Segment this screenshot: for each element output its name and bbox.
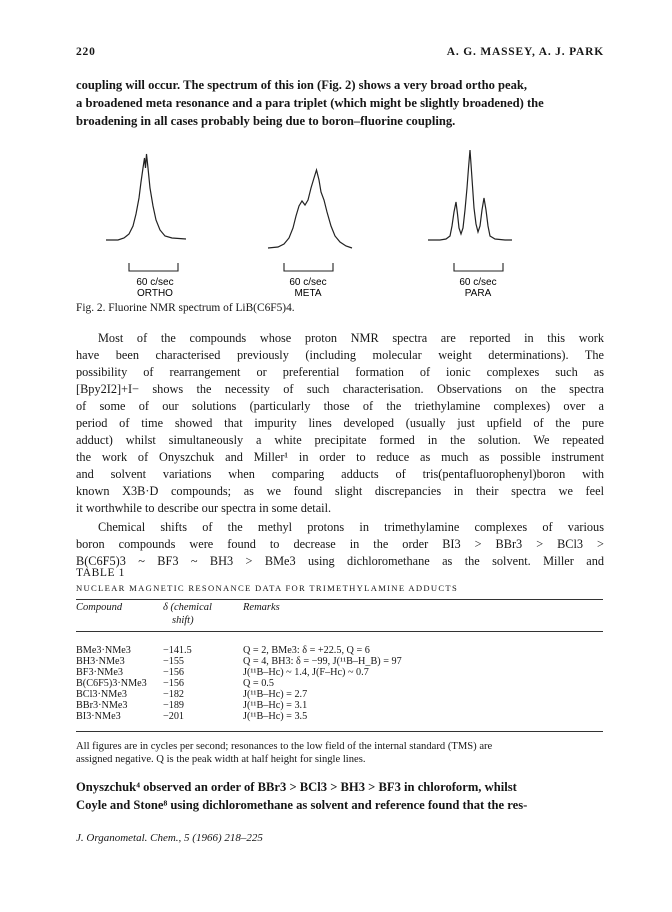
ortho-scale-label: 60 c/sec — [136, 277, 174, 288]
ortho-spectrum-trace — [106, 154, 186, 240]
paragraph2-line-2: boron compounds were found to decrease in the order BI3 > BBr3 > BCl3 > — [76, 537, 604, 551]
para-scale-label: 60 c/sec — [459, 277, 497, 288]
nmr-spectrum-figure — [0, 130, 672, 300]
table-row-4-shift: −156 — [163, 678, 185, 689]
table-row-2-compound: BH3·NMe3 — [76, 656, 125, 667]
table-row-1-compound: BMe3·NMe3 — [76, 645, 131, 656]
paragraph1-line-8: the work of Onyszchuk and Miller¹ in order to reduce as much as possible instrument — [76, 450, 604, 464]
figure-caption: Fig. 2. Fluorine NMR spectrum of LiB(C6F5)4. — [76, 302, 295, 314]
table-row-3-remarks: J(¹¹B–Hc) ~ 1.4, J(F–Hc) ~ 0.7 — [243, 667, 369, 678]
paragraph1-line-2: have been characterised previously (including molecular weight determinations). The — [76, 348, 604, 362]
column-header-shift-line-1: δ (chemical — [163, 602, 212, 613]
intro-line-3: broadening in all cases probably being due to boron–fluorine coupling. — [76, 114, 456, 128]
table-row-6-compound: BBr3·NMe3 — [76, 700, 128, 711]
table-row-7-shift: −201 — [163, 711, 185, 722]
para-panel-label: PARA — [464, 288, 492, 299]
intro-line-1: coupling will occur. The spectrum of this ion (Fig. 2) shows a very broad ortho peak, — [76, 78, 528, 92]
column-header-compound: Compound — [76, 602, 123, 613]
table-title: TABLE 1 — [76, 567, 125, 579]
paragraph1-line-1: Most of the compounds whose proton NMR spectra are reported in this work — [98, 331, 604, 345]
paragraph1-line-10: known X3B·D compounds; as we found slight discrepancies in their spectra we feel — [76, 484, 604, 498]
meta-panel-label: META — [294, 288, 322, 299]
paragraph1-line-6: period of time showed that impurity lines developed (usually just upfield of the pure — [76, 416, 604, 430]
table-header-rule — [76, 631, 603, 632]
column-header-remarks: Remarks — [243, 602, 280, 613]
table-row-5-remarks: J(¹¹B–Hc) = 2.7 — [243, 689, 308, 700]
paragraph1-line-5: of some of our solutions (particularly those of the triethylamine complexes) over a — [76, 399, 604, 413]
table-row-4-compound: B(C6F5)3·NMe3 — [76, 678, 147, 689]
table-row-2-remarks: Q = 4, BH3: δ = −99, J(¹¹B–H_B) = 97 — [243, 656, 402, 667]
intro-line-2: a broadened meta resonance and a para triplet (which might be slightly broadened) the — [76, 96, 544, 110]
ortho-scale-bar — [129, 263, 178, 271]
paragraph2-line-3: B(C6F5)3 ~ BF3 ~ BH3 > BMe3 using dichloromethane as the solvent. Miller and — [76, 554, 604, 568]
table-row-1-remarks: Q = 2, BMe3: δ = +22.5, Q = 6 — [243, 645, 370, 656]
para-scale-bar — [454, 263, 503, 271]
paragraph2-line-1: Chemical shifts of the methyl protons in trimethylamine complexes of various — [98, 520, 604, 534]
closing-line-2: Coyle and Stone⁸ using dichloromethane as solvent and reference found that the res- — [76, 798, 528, 812]
table-top-rule — [76, 599, 603, 600]
table-row-6-remarks: J(¹¹B–Hc) = 3.1 — [243, 700, 308, 711]
table-row-7-compound: BI3·NMe3 — [76, 711, 121, 722]
table-footnote-line-1: All figures are in cycles per second; resonances to the low field of the internal standard (TMS) are — [76, 741, 493, 752]
paragraph1-line-3: possibility of rearrangement or preferential formation of ionic complexes such as — [76, 365, 604, 379]
table-footnote-line-2: assigned negative. Q is the peak width at half height for single lines. — [76, 754, 366, 765]
paragraph1-line-11: it worthwhile to describe our spectra in some detail. — [76, 501, 332, 515]
table-subtitle: NUCLEAR MAGNETIC RESONANCE DATA FOR TRIMETHYLAMINE ADDUCTS — [76, 583, 459, 593]
table-row-7-remarks: J(¹¹B–Hc) = 3.5 — [243, 711, 308, 722]
journal-reference: J. Organometal. Chem., 5 (1966) 218–225 — [76, 832, 263, 844]
table-row-2-shift: −155 — [163, 656, 185, 667]
table-row-3-compound: BF3·NMe3 — [76, 667, 123, 678]
table-row-1-shift: −141.5 — [163, 645, 192, 656]
closing-line-1: Onyszchuk⁴ observed an order of BBr3 > BCl3 > BH3 > BF3 in chloroform, whilst — [76, 780, 517, 794]
column-header-shift-line-2: shift) — [172, 615, 194, 626]
meta-scale-bar — [284, 263, 333, 271]
paragraph1-line-4: [Bpy2I2]+I− shows the necessity of such characterisation. Observations on the spectra — [76, 382, 604, 396]
page-number: 220 — [76, 46, 96, 58]
paragraph1-line-7: adduct) whilst simultaneously a white precipitate formed in the solution. We repeated — [76, 433, 604, 447]
table-row-4-remarks: Q = 0.5 — [243, 678, 274, 689]
meta-scale-label: 60 c/sec — [289, 277, 327, 288]
meta-spectrum-trace — [268, 170, 352, 248]
running-head-authors: A. G. MASSEY, A. J. PARK — [446, 46, 604, 58]
table-row-5-compound: BCl3·NMe3 — [76, 689, 127, 700]
para-spectrum-trace — [428, 150, 512, 240]
table-row-3-shift: −156 — [163, 667, 185, 678]
paragraph1-line-9: and solvent variations when comparing adducts of tris(pentafluorophenyl)boron with — [76, 467, 604, 481]
ortho-panel-label: ORTHO — [137, 288, 173, 299]
table-row-6-shift: −189 — [163, 700, 185, 711]
table-row-5-shift: −182 — [163, 689, 185, 700]
table-bottom-rule — [76, 731, 603, 732]
